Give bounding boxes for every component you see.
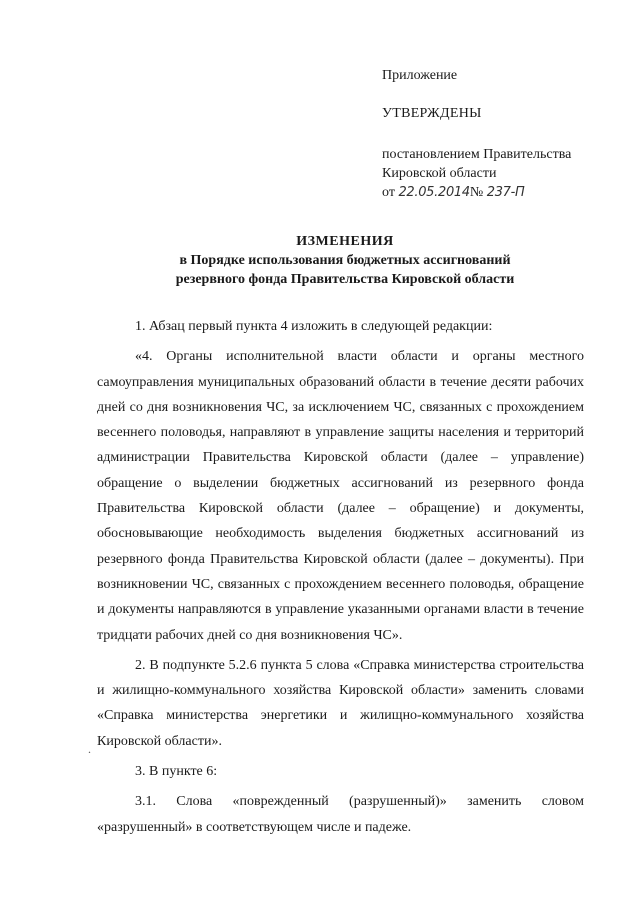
paragraph-item-1: 1. Абзац первый пункта 4 изложить в следующей редакции: [135, 319, 493, 334]
approval-stamp-block [382, 66, 622, 202]
approved-by-line2: Кировской области [382, 166, 497, 181]
document-body [97, 314, 584, 845]
number-prefix: № [469, 185, 484, 200]
paragraph-item-2: 2. В подпункте 5.2.6 пункта 5 слова «Справка министерства строительства и жилищно-коммунального хозяйства Кировской области» заменить словами «Справка министерства энергетики и жилищно-коммунального хозяйства Кировской области». [97, 657, 584, 749]
from-prefix: от [382, 185, 395, 200]
approval-date-number-line [382, 183, 622, 202]
document-title [100, 232, 590, 289]
paragraph-item-3: 3. В пункте 6: [135, 764, 218, 780]
margin-dot: . [88, 742, 91, 756]
paragraph-item-3-1: 3.1. Слова «поврежденный (разрушенный)» заменить словом «разрушенный» в соответствующем числе и падеже. [97, 794, 584, 835]
handwritten-date: 22.05.2014 [398, 185, 470, 200]
paragraph-quoted-item-4: «4. Органы исполнительной власти области и органы местного самоуправления муниципальных образований области в течение десяти рабочих дней со дня возникновения ЧС, за исключением ЧС, связанных с прохождением весеннего половодья, направляют в управление защиты населения и территорий администрации Правительства Кировской области (далее – управление) обращение о выделении бюджетных ассигнований из резервного фонда Правительства Кировской области (далее – обращение) и документы, обосновывающие необходимость выделения бюджетных ассигнований из резервного фонда Правительства Кировской области (далее – документы). При возникновении ЧС, связанных с прохождением весеннего половодья, обращение и документы направляются в управление указанными органами власти в течение тридцати рабочих дней со дня возникновения ЧС». [97, 349, 584, 643]
title-subtitle-line2: резервного фонда Правительства Кировской области [175, 272, 515, 287]
handwritten-number: 237-П [486, 185, 525, 200]
title-subtitle-line1: в Порядке использования бюджетных ассигнований [179, 253, 511, 268]
annex-label: Приложение [382, 68, 458, 83]
approved-label: УТВЕРЖДЕНЫ [382, 106, 482, 121]
title-main: ИЗМЕНЕНИЯ [296, 234, 394, 249]
approved-by-line1: постановлением Правительства [382, 147, 572, 162]
